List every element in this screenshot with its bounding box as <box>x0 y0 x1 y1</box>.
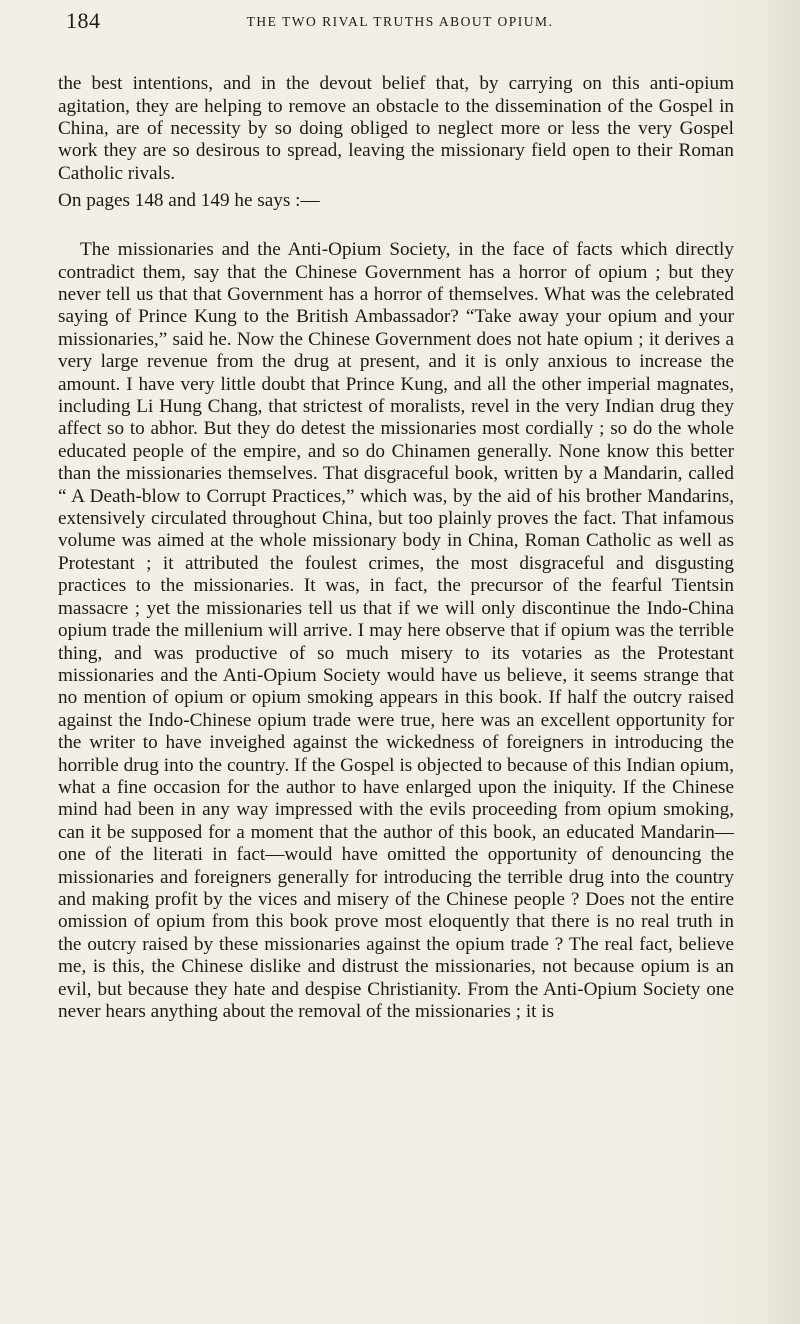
page-edge-shadow <box>760 0 800 1324</box>
paragraph-quote-intro <box>58 190 734 212</box>
quote-intro-text: On pages 148 and 149 he says :— <box>58 190 320 212</box>
page-number: 184 <box>66 8 101 33</box>
paragraph-quotation <box>58 239 734 1023</box>
page-header <box>66 8 734 38</box>
quotation-text: The missionaries and the Anti-Opium Society, in the face of facts which directly contradict them, say that the Chinese Government has a horror of opium ; but they never tell us that that Government has a horror of themselves. What was the celebrated saying of Prince Kung to the British Ambassador? “Take away your opium and your missionaries,” said he. Now the Chinese Government does not hate opium ; it derives a very large revenue from the drug at present, and it is only anxious to increase the amount. I have very little doubt that Prince Kung, and all the other imperial magnates, including Li Hung Chang, that strictest of moralists, revel in the very Indian drug they affect so to abhor. But they do detest the missionaries most cordially ; so do the whole educated people of the empire, and so do Chinamen generally. None know this better than the missionaries themselves. That disgraceful book, written by a Mandarin, called “ A Death-blow to Corrupt Practices,” which was, by the aid of his brother Mandarins, extensively circulated throughout China, but too plainly proves the fact. That infamous volume was aimed at the whole missionary body in China, Roman Catholic as well as Protestant ; it attributed the foulest crimes, the most disgraceful and disgusting practices to the missionaries. It was, in fact, the precursor of the fearful Tientsin massacre ; yet the missionaries tell us that if we will only discontinue the Indo-China opium trade the millenium will arrive. I may here observe that if opium was the terrible thing, and was productive of so much misery to its votaries as the Protestant missionaries and the Anti-Opium Society would have us believe, it seems strange that no mention of opium or opium smoking appears in this book. If half the outcry raised against the Indo-Chinese opium trade were true, here was an excellent opportunity for the writer to have inveighed against the wickedness of foreigners in introducing the horrible drug into the country. If the Gospel is objected to because of this Indian opium, what a fine occasion for the author to have enlarged upon the iniquity. If the Chinese mind had been in any way impressed with the evils proceeding from opium smoking, can it be supposed for a moment that the author of this book, an educated Mandarin—one of the literati in fact—would have omitted the opportunity of denouncing the missionaries and foreigners generally for introducing the terrible drug into the country and making profit by the vices and misery of the Chinese people ? Does not the entire omission of opium from this book prove most eloquently that there is no real truth in the outcry raised by these missionaries against the opium trade ? The real fact, believe me, is this, the Chinese dislike and distrust the missionaries, not because opium is an evil, but because they hate and despise Christianity. From the Anti-Opium Society one never hears anything about the removal of the missionaries ; it is <box>58 239 734 1022</box>
paragraph-continued: the best intentions, and in the devout belief that, by carrying on this anti-opium agitation, they are helping to remove an obstacle to the dissemination of the Gospel in China, are of necessity by so doing obliged to neglect more or less the very Gospel work they are so desirous to spread, leaving the missionary field open to their Roman Catholic rivals. <box>58 73 734 184</box>
running-head: THE TWO RIVAL TRUTHS ABOUT OPIUM. <box>246 14 554 29</box>
